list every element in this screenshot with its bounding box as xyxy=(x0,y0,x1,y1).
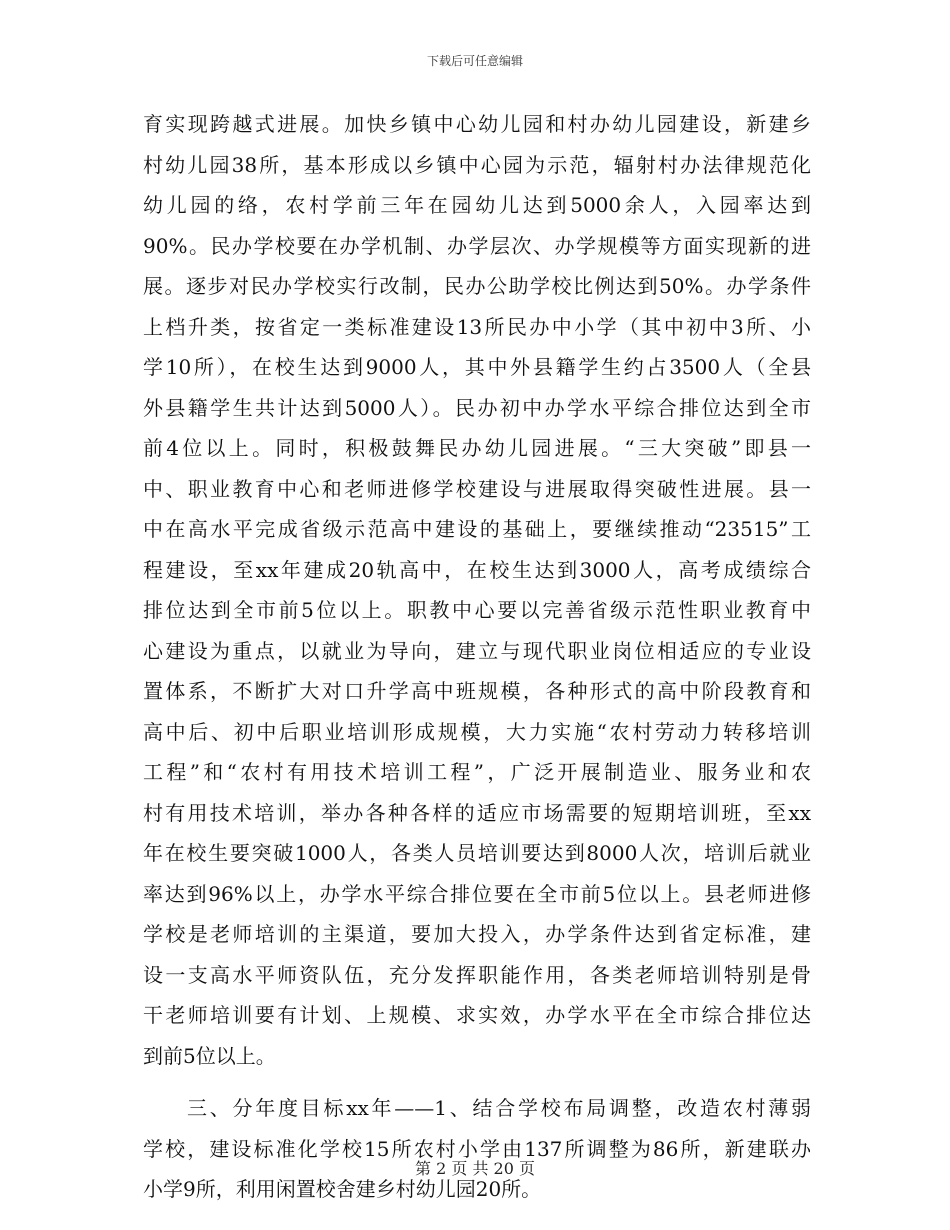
text-line: 小学9所，利用闲置校舍建乡村幼儿园20所。 xyxy=(143,1177,542,1201)
text-line: 村有用技术培训，举办各种各样的适应市场需要的短期培训班，至xx xyxy=(143,800,811,825)
text-line: 学校，建设标准化学校15所农村小学由137所调整为86所，新建联办 xyxy=(143,1136,811,1161)
text-line: 排位达到全市前5位以上。职教中心要以完善省级示范性职业教育中 xyxy=(143,598,811,622)
text-line: 学10所），在校生达到9000人，其中外县籍学生约占3500人（全县 xyxy=(143,355,811,379)
text-line: 率达到96%以上，办学水平综合排位要在全市前5位以上。县老师进修 xyxy=(143,881,811,906)
paragraph-gap xyxy=(143,1076,811,1088)
text-line: 年在校生要突破1000人，各类人员培训要达到8000人次，培训后就业 xyxy=(143,841,811,865)
text-line: 到前5位以上。 xyxy=(143,1043,276,1068)
text-line: 中在高水平完成省级示范高中建设的基础上，要继续推动“23515”工 xyxy=(143,517,811,541)
text-line: 育实现跨越式进展。加快乡镇中心幼儿园和村办幼儿园建设，新建乡 xyxy=(143,112,811,136)
text-line: 村幼儿园38所，基本形成以乡镇中心园为示范，辐射村办法律规范化 xyxy=(143,152,811,177)
paragraph-2 xyxy=(143,1088,811,1210)
text-line: 前4位以上。同时，积极鼓舞民办幼儿园进展。“三大突破”即县一 xyxy=(143,436,811,460)
text-line: 设一支高水平师资队伍，充分发挥职能作用，各类老师培训特别是骨 xyxy=(143,962,811,987)
text-line: 学校是老师培训的主渠道，要加大投入，办学条件达到省定标准，建 xyxy=(143,922,811,946)
page-footer: 第 2 页 共 20 页 xyxy=(415,1159,535,1178)
text-line: 程建设，至xx年建成20轨高中，在校生达到3000人，高考成绩综合 xyxy=(143,557,811,582)
text-line: 上档升类，按省定一类标准建设13所民办中小学（其中初中3所、小 xyxy=(143,314,811,339)
text-line: 心建设为重点，以就业为导向，建立与现代职业岗位相适应的专业设 xyxy=(143,638,811,663)
text-line: 置体系，不断扩大对口升学高中班规模，各种形式的高中阶段教育和 xyxy=(143,679,811,703)
page-header: 下载后可任意编辑 xyxy=(426,54,523,68)
text-line: 干老师培训要有计划、上规模、求实效，办学水平在全市综合排位达 xyxy=(143,1003,811,1027)
text-line: 90%。民办学校要在办学机制、办学层次、办学规模等方面实现新的进 xyxy=(143,233,811,258)
document-body xyxy=(143,104,811,1210)
text-line: 高中后、初中后职业培训形成规模，大力实施“农村劳动力转移培训 xyxy=(143,719,811,744)
paragraph-1 xyxy=(143,104,811,1076)
text-line: 外县籍学生共计达到5000人）。民办初中办学水平综合排位达到全市 xyxy=(143,395,811,420)
text-line: 展。逐步对民办学校实行改制，民办公助学校比例达到50%。办学条件 xyxy=(143,274,811,298)
text-line: 三、分年度目标xx年——1、结合学校布局调整，改造农村薄弱 xyxy=(187,1096,811,1120)
text-line: 工程”和“农村有用技术培训工程”，广泛开展制造业、服务业和农 xyxy=(143,760,811,784)
text-line: 幼儿园的络，农村学前三年在园幼儿达到5000余人，入园率达到 xyxy=(143,193,811,217)
text-line: 中、职业教育中心和老师进修学校建设与进展取得突破性进展。县一 xyxy=(143,476,811,501)
